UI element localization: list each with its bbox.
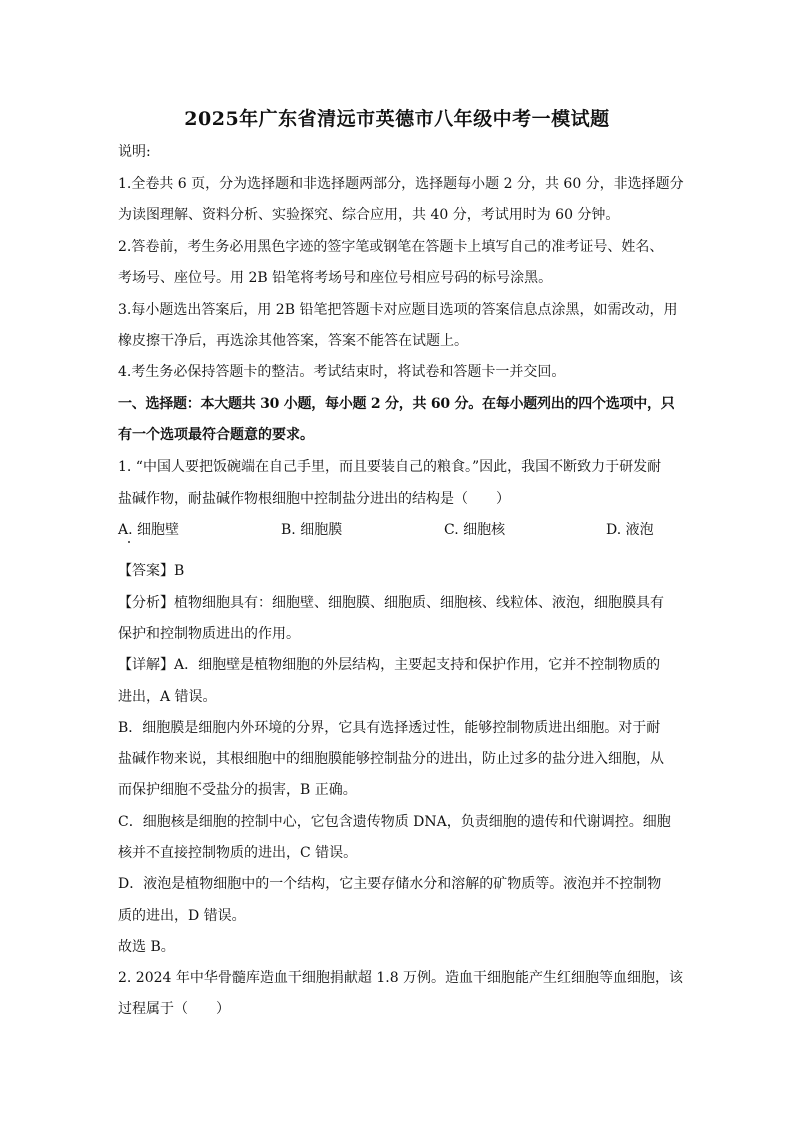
question-1-detail-d-line-1: D．液泡是植物细胞中的一个结构，它主要存储水分和溶解的矿物质等。液泡并不控制物 [118, 876, 662, 892]
question-1-detail-b-line-2: 盐碱作物来说，其根细胞中的细胞膜能够控制盐分的进出，防止过多的盐分进入细胞，从 [118, 751, 664, 767]
question-1-option-d: D. 液泡 [606, 522, 654, 538]
question-1-detail-c-line-2: 核并不直接控制物质的进出，C 错误。 [118, 845, 358, 861]
notes-line-7: 4.考生务必保持答题卡的整洁。考试结束时，将试卷和答题卡一并交回。 [118, 364, 566, 380]
question-1-line-2: 盐碱作物，耐盐碱作物根细胞中控制盐分进出的结构是（ ） [118, 491, 510, 507]
question-2-line-2: 过程属于（ ） [118, 1001, 230, 1017]
notes-line-3: 2.答卷前，考生务必用黑色字迹的签字笔或钢笔在答题卡上填写自己的准考证号、姓名、 [118, 239, 664, 255]
question-1-analysis-line-2: 保护和控制物质进出的作用。 [118, 626, 300, 642]
stray-dot-mark [128, 541, 130, 543]
question-1-detail-d-line-2: 质的进出，D 错误。 [118, 908, 246, 924]
question-1-detail-line-1: 【详解】A．细胞壁是植物细胞的外层结构，主要起支持和保护作用，它并不控制物质的 [118, 657, 661, 673]
section-heading-line-2: 有一个选项最符合题意的要求。 [118, 427, 314, 443]
notes-line-4: 考场号、座位号。用 2B 铅笔将考场号和座位号相应号码的标号涂黑。 [118, 270, 553, 286]
question-1-detail-b-line-3: 而保护细胞不受盐分的损害，B 正确。 [118, 782, 357, 798]
notes-line-2: 为读图理解、资料分析、实验探究、综合应用，共 40 分，考试用时为 60 分钟。 [118, 207, 620, 223]
question-1-detail-c-line-1: C．细胞核是细胞的控制中心，它包含遗传物质 DNA，负责细胞的遗传和代谢调控。细胞 [118, 814, 671, 830]
notes-line-6: 橡皮擦干净后，再选涂其他答案，答案不能答在试题上。 [118, 333, 468, 349]
question-1-detail-b-line-1: B．细胞膜是细胞内外环境的分界，它具有选择透过性，能够控制物质进出细胞。对于耐 [118, 720, 661, 736]
question-1-answer: 【答案】B [118, 563, 185, 579]
question-1-option-b: B. 细胞膜 [281, 522, 343, 538]
question-1-detail-line-2: 进出，A 错误。 [118, 689, 217, 705]
question-2-line-1: 2. 2024 年中华骨髓库造血干细胞捐献超 1.8 万例。造血干细胞能产生红细胞等血细胞，该 [118, 970, 684, 986]
question-1-analysis-line-1: 【分析】植物细胞具有：细胞壁、细胞膜、细胞质、细胞核、线粒体、液泡，细胞膜具有 [118, 595, 664, 611]
exam-title: 2025年广东省清远市英德市八年级中考一模试题 [184, 108, 610, 130]
notes-line-1: 1.全卷共 6 页，分为选择题和非选择题两部分，选择题每小题 2 分，共 60 分，非选择题分 [118, 176, 684, 192]
question-1-conclusion: 故选 B。 [118, 939, 175, 955]
question-1-option-c: C. 细胞核 [444, 522, 506, 538]
notes-heading: 说明: [118, 144, 151, 160]
question-1-option-a: A. 细胞壁 [118, 522, 180, 538]
question-1-line-1: 1. “中国人要把饭碗端在自己手里，而且要装自己的粮食。”因此，我国不断致力于研发耐 [118, 459, 662, 475]
section-heading-line-1: 一、选择题：本大题共 30 小题，每小题 2 分，共 60 分。在每小题列出的四个选项中，只 [118, 396, 675, 412]
notes-line-5: 3.每小题选出答案后，用 2B 铅笔把答题卡对应题目选项的答案信息点涂黑，如需改动，用 [118, 302, 678, 318]
